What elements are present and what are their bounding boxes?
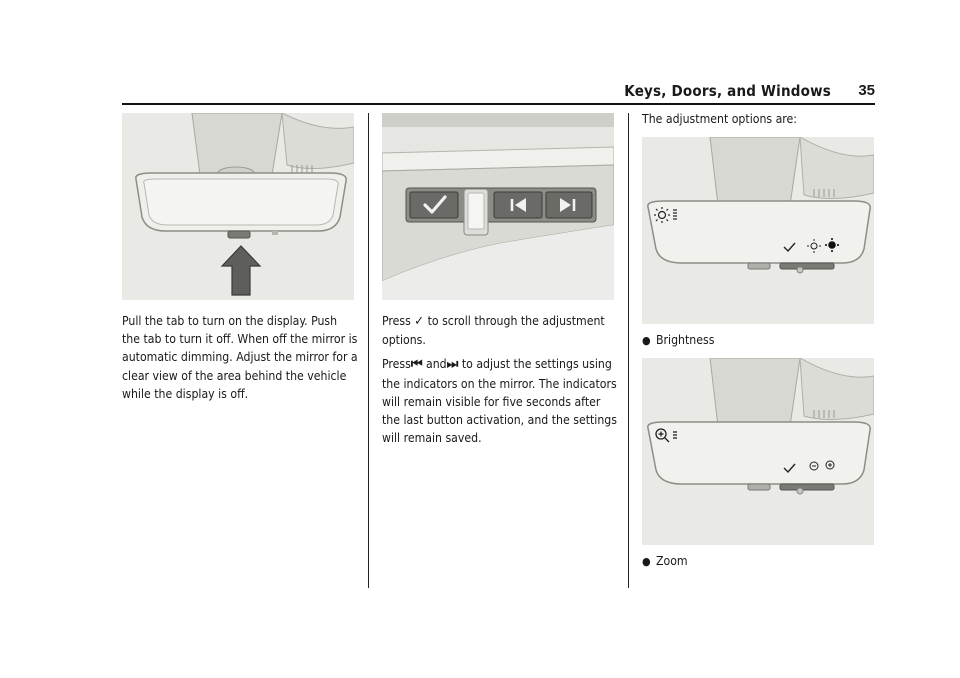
bullet-icon: ●	[642, 334, 651, 347]
figure-mirror-buttons	[382, 113, 614, 300]
col2-text-block	[382, 312, 618, 453]
col2-paragraph-1	[382, 312, 618, 349]
p2-and: and	[426, 357, 447, 372]
mirror-tab-arrow-illustration	[122, 113, 354, 300]
mirror-brightness-illustration	[642, 137, 874, 324]
p1-rest: to scroll through the adjustment options.	[382, 314, 605, 348]
option-brightness-label: Brightness	[656, 333, 715, 347]
p2-press: Press	[382, 357, 411, 372]
check-button-icon: ✓	[414, 314, 425, 329]
col2-paragraph-2	[382, 355, 618, 447]
page-header	[122, 82, 875, 104]
mirror-zoom-illustration	[642, 358, 874, 545]
col3-intro	[642, 110, 878, 128]
p1-press: Press	[382, 314, 411, 328]
p2-rest: to adjust the settings using the indicators on the mirror. The indicators will remain visible for five seconds after the last button activation, and the settings will remain saved.	[382, 357, 617, 446]
column-divider-1	[368, 113, 369, 588]
previous-button-icon: ⏮	[410, 357, 423, 373]
next-button-icon: ⏭	[446, 357, 459, 373]
section-title: Keys, Doors, and Windows	[624, 82, 831, 100]
mirror-control-buttons-illustration	[382, 113, 614, 300]
option-zoom-label: Zoom	[656, 554, 688, 568]
column-divider-2	[628, 113, 629, 588]
option-brightness	[642, 331, 878, 350]
header-rule	[122, 103, 875, 105]
figure-mirror-zoom	[642, 358, 874, 545]
option-zoom	[642, 552, 878, 571]
col1-paragraph: Pull the tab to turn on the display. Push the tab to turn it off. When off the mirror is automatic dimming. Adjust the mirror for a clear view of the area behind the vehicle while the display is off.	[122, 314, 358, 401]
bullet-icon: ●	[642, 555, 651, 568]
page-number: 35	[858, 82, 875, 99]
figure-mirror-brightness	[642, 137, 874, 324]
col1-text-block	[122, 312, 358, 409]
figure-mirror-tab	[122, 113, 354, 300]
adjustment-options-intro: The adjustment options are:	[642, 112, 797, 126]
